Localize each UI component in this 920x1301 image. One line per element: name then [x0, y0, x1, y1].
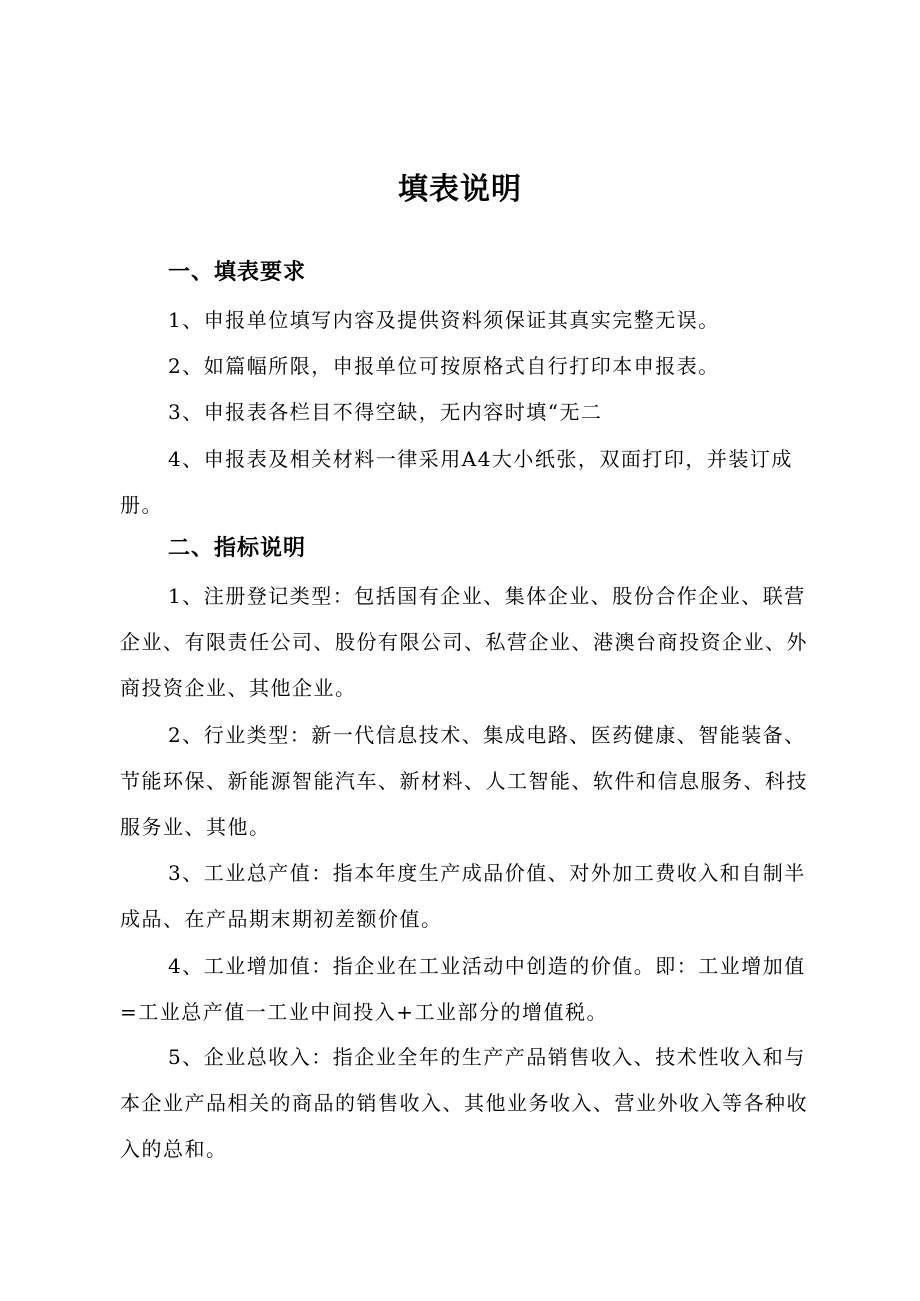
- indicator-item-5: 5、企业总收入：指企业全年的生产产品销售收入、技术性收入和与本企业产品相关的商品的销售收入、其他业务收入、营业外收入等各种收入的总和。: [120, 1045, 808, 1161]
- indicator-item-3: 3、工业总产值：指本年度生产成品价值、对外加工费收入和自制半成品、在产品期末期初差额价值。: [120, 861, 806, 931]
- requirement-item-4: 4、申报表及相关材料一律采用A4大小纸张，双面打印，并装订成册。: [120, 447, 793, 517]
- requirement-item-3: 3、申报表各栏目不得空缺，无内容时填“无二: [168, 400, 603, 424]
- indicator-item-1: 1、注册登记类型：包括国有企业、集体企业、股份合作企业、联营企业、有限责任公司、股份有限公司、私营企业、港澳台商投资企业、外商投资企业、其他企业。: [120, 584, 808, 700]
- section-heading-indicators: 二、指标说明: [168, 536, 307, 561]
- requirement-item-2: 2、如篇幅所限，申报单位可按原格式自行打印本申报表。: [168, 354, 720, 378]
- page-title: 填表说明: [398, 172, 522, 207]
- indicator-item-2: 2、行业类型：新一代信息技术、集成电路、医药健康、智能装备、节能环保、新能源智能汽车、新材料、人工智能、软件和信息服务、科技服务业、其他。: [120, 723, 808, 839]
- requirement-item-1: 1、申报单位填写内容及提供资料须保证其真实完整无误。: [168, 308, 720, 332]
- indicator-item-4: 4、工业增加值：指企业在工业活动中创造的价值。即：工业增加值=工业总产值一工业中间投入+工业部分的增值税。: [120, 954, 806, 1024]
- section-heading-requirements: 一、填表要求: [168, 260, 307, 285]
